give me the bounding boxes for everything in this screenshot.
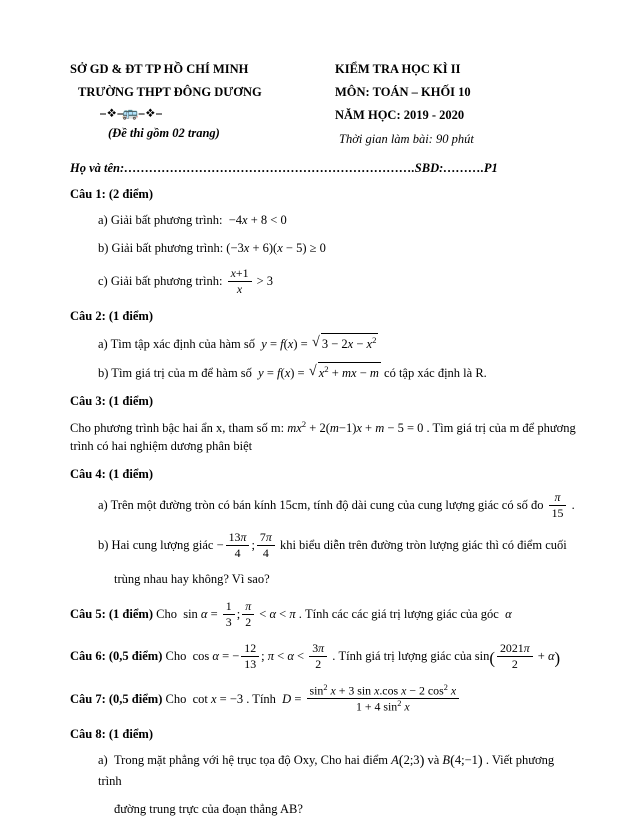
question-8-item-a: a) Trong mặt phẳng với hệ trục tọa độ Oxy, Cho hai điểm A(2;3) và B(4;−1) . Viết phương trình [98,752,555,789]
question-7-heading: Câu 7: (0,5 điểm) [70,691,163,706]
question-7: Câu 7: (0,5 điểm) Cho cot x = −3 . Tính D = $\frac{\sin^2 x + 3 \sin x.\cos x - 2 \cos^2 x}{1 + 4 \sin^2 x}$ [70,684,580,716]
subject-grade: MÔN: TOÁN – KHỐI 10 [335,85,471,100]
question-1-item-a: a) Giải bất phương trình: −4x + 8 < 0 [98,213,287,228]
question-6: Câu 6: (0,5 điểm) Cho cos α = − $\frac{12}{13}$ ; π < α < $\frac{3\pi}{2}$ . Tính giá trị lượng giác của sin( $\frac{2021\pi}{2}$ + α) [70,640,561,671]
fraction-x-plus-1-over-x: $\frac{x+1}{x}$ [228,266,252,297]
fraction-2021pi-over-2: $\frac{2021\pi}{2}$ [497,641,533,672]
sbd-label: SBD: [414,161,444,176]
bus-icon: 🚌 [122,105,139,121]
page-content [70,58,580,819]
question-2-item-a: a) Tìm tập xác định của hàm số y = f(x) = √ $3 - 2x - x^2$ [70,333,580,354]
document-header [70,58,580,152]
fraction-minus-12-over-13: $\frac{12}{13}$ [241,641,259,672]
fraction-13pi-over-4: $\frac{13\pi}{4}$ [226,530,250,561]
question-2-item-b: b) Tìm giá trị của m để hàm số y = f(x) = √ $x^2$ + mx − m có tập xác định là R. [70,362,580,383]
question-4-item-b: b) Hai cung lượng giác − $\frac{13\pi}{4}$ ; $\frac{7\pi}{4}$ khi biểu diễn trên đường tròn lượng giác thì có điểm cuối [98,529,567,560]
fraction-pi-over-15: $\frac{\pi}{15}$ [549,490,567,521]
ornament-left: ⎯ ❖ ⎯ [100,106,123,121]
header-left-block [70,58,320,146]
question-5-heading: Câu 5: (1 điểm) [70,607,153,622]
question-6-heading: Câu 6: (0,5 điểm) [70,649,163,664]
question-4-item-b-cont: trùng nhau hay không? Vì sao? [114,572,270,587]
exam-duration: Thời gian làm bài: 90 phút [339,132,474,147]
department-name: SỞ GD & ĐT TP HỒ CHÍ MINH [70,62,249,76]
fraction-expression-D: $\frac{\sin^2 x + 3 \sin x.\cos x - 2 \cos^2 x}{1 + 4 \sin^2 x}$ [307,683,460,715]
question-3-heading: Câu 3: (1 điểm) [70,393,153,408]
question-1-heading: Câu 1: (2 điểm) [70,187,153,202]
fraction-pi-over-2: $\frac{\pi}{2}$ [242,599,254,630]
question-4-heading: Câu 4: (1 điểm) [70,467,153,481]
decorative-divider [70,104,320,122]
fraction-1-over-3: $\frac{1}{3}$ [223,599,235,630]
question-1-item-b: b) Giải bất phương trình: (−3x + 6)(x − 5) ≥ 0 [98,241,326,256]
exam-code: P1 [483,161,498,176]
school-name: TRƯỜNG THPT ĐÔNG DƯƠNG [78,85,262,100]
name-label: Họ và tên: [70,161,125,176]
fraction-7pi-over-4: $\frac{7\pi}{4}$ [257,530,275,561]
sqrt-expression-1: √ $3 - 2x - x^2$ [312,333,379,354]
fraction-3pi-over-2: $\frac{3\pi}{2}$ [309,641,327,672]
page-count-note: (Đề thi gồm 02 trang) [108,126,220,141]
exam-title: KIỂM TRA HỌC KÌ II [335,62,461,76]
student-name-line [70,161,580,176]
sbd-dots[interactable]: ………. [443,161,484,176]
question-3-item: Cho phương trình bậc hai ẩn x, tham số m: $mx^2 + 2(m-1)x + m - 5 = 0$ . Tìm giá trị của m để phương trình có hai nghiệm dương phân biệt [70,418,576,454]
name-dots[interactable]: ……………………………………………………………. [124,161,415,176]
question-1-item-c: c) Giải bất phương trình: $\frac{x+1}{x}$ > 3 [98,265,274,296]
school-year: NĂM HỌC: 2019 - 2020 [335,108,465,123]
question-5: Câu 5: (1 điểm) Cho sin α = $\frac{1}{3}$ ; $\frac{\pi}{2}$ < α < π . Tính các các giá trị lượng giác của góc α [70,599,512,629]
ornament-right: ⎯ ❖ ⎯ [138,106,162,121]
question-8-item-a-cont: đường trung trực của đoạn thẳng AB? [114,801,303,816]
sqrt-expression-2: √ $x^2$ + mx − m [309,362,381,383]
header-right-block [335,58,580,152]
question-4-item-a: a) Trên một đường tròn có bán kính 15cm, tính độ dài cung của cung lượng giác có số đo $\frac{\pi}{15}$ . [98,490,575,520]
question-2-heading: Câu 2: (1 điểm) [70,308,153,323]
question-8-heading: Câu 8: (1 điểm) [70,726,153,741]
